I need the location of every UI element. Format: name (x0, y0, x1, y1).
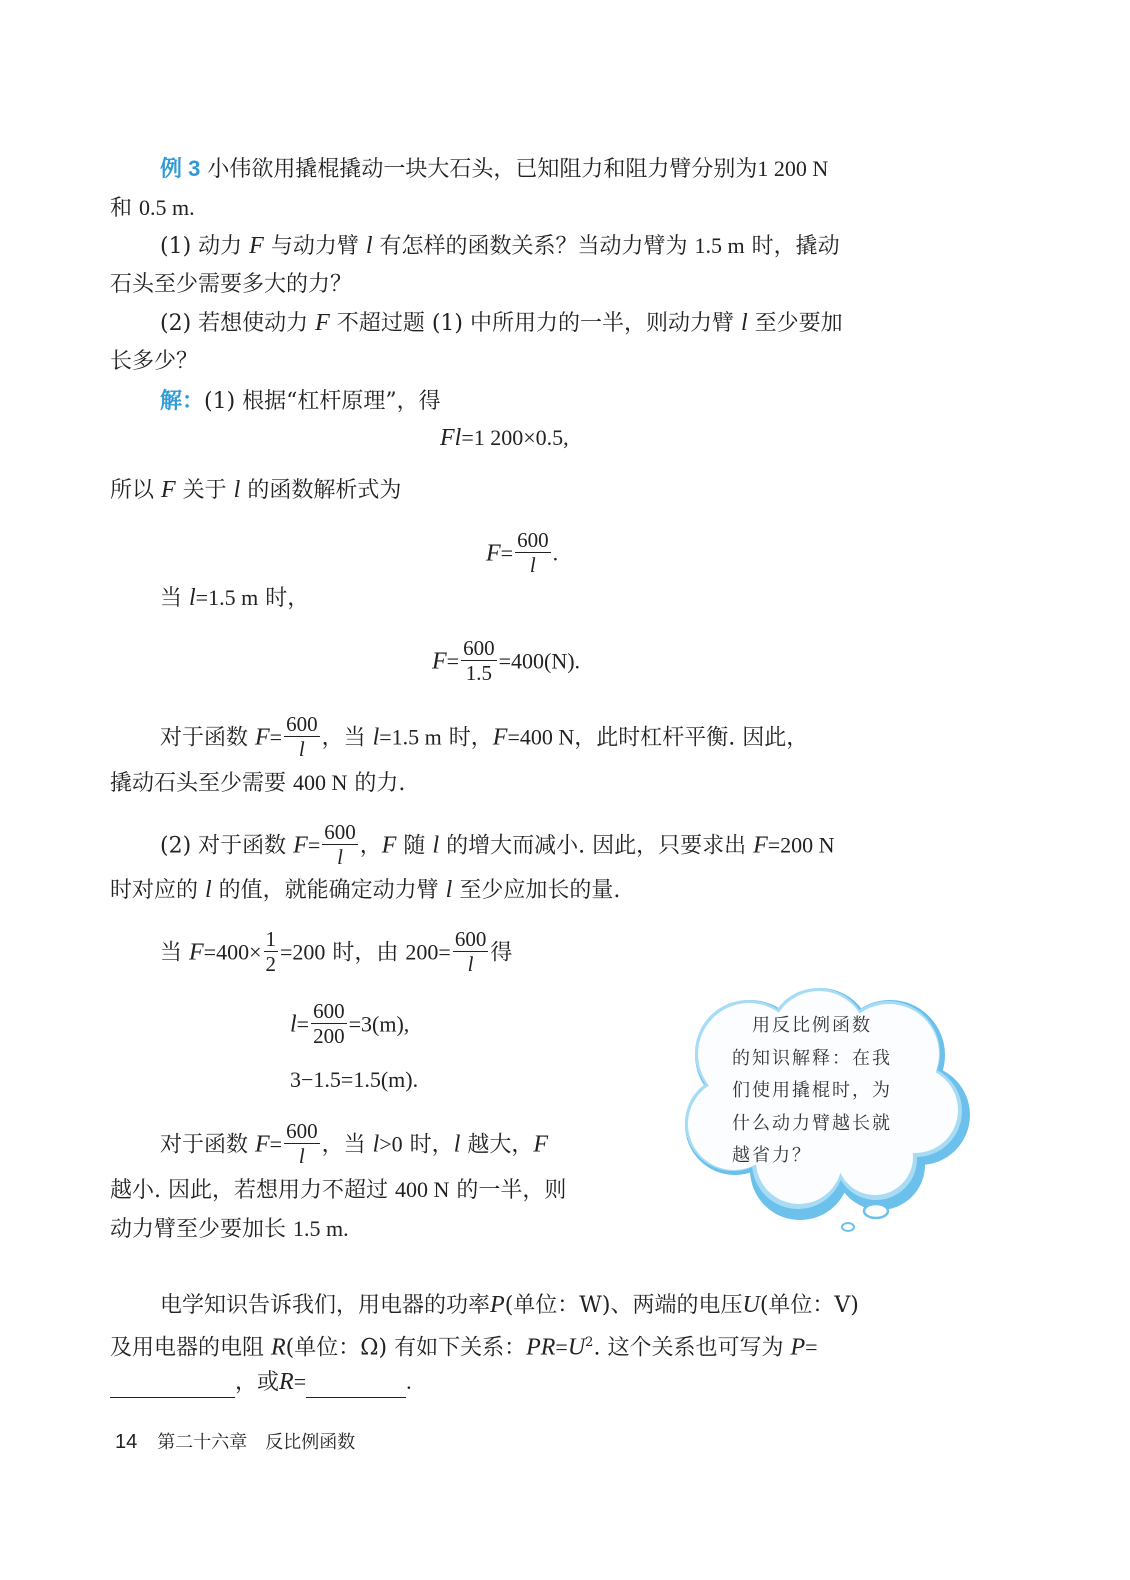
text: 0.5 m. (139, 195, 195, 220)
math-variable: F (486, 540, 501, 567)
text-line (440, 423, 569, 453)
text: = (805, 1334, 818, 1360)
text-line (110, 270, 352, 300)
text: 的增大而减小. 因此，只要求出 (439, 833, 754, 859)
text: 200= (405, 939, 451, 965)
text: 不超过题 (1) 中所用力的一半，则动力臂 (329, 311, 741, 336)
text-line (110, 193, 195, 223)
text: >0 (379, 1131, 403, 1157)
text: =400(N). (498, 648, 581, 674)
math-variable: P (790, 1334, 806, 1361)
cloud-line: 的知识解释：在我 (732, 1047, 892, 1069)
math-variable: U (567, 1334, 586, 1361)
text-line (486, 528, 559, 577)
text: = (446, 648, 460, 674)
text: 得 (490, 940, 513, 966)
text: 石头至少需要多大的力？ (110, 272, 353, 297)
chapter-title: 第二十六章 反比例函数 (157, 1432, 356, 1452)
text-line (432, 636, 581, 685)
text: 及用电器的电阻 (110, 1335, 271, 1361)
text: 对于函数 (160, 1132, 255, 1158)
text: 400 N (293, 770, 348, 795)
thought-cloud-text (732, 1010, 912, 1173)
text: ， (359, 833, 382, 859)
fraction (322, 820, 358, 869)
denominator: 200 (313, 1024, 345, 1048)
math-variable: l (445, 877, 453, 903)
math-variable: l (233, 477, 241, 503)
numerator: 600 (454, 927, 487, 951)
math-variable: P (490, 1292, 505, 1318)
page-footer (115, 1428, 355, 1454)
text: = (307, 832, 321, 858)
text: 电学知识告诉我们，用电器的功率 (160, 1293, 491, 1318)
text-line (160, 583, 309, 613)
text-line (110, 1367, 412, 1397)
denominator: 1.5 (465, 661, 492, 685)
numerator: 600 (324, 820, 356, 844)
text-line (110, 875, 620, 905)
text: (2) 对于函数 (160, 833, 294, 859)
text: 当 (160, 940, 189, 966)
math-variable: Fl (440, 425, 462, 451)
text: ，当 (321, 725, 373, 751)
text-line (110, 1328, 818, 1361)
text: 当 (160, 586, 189, 611)
text: (单位：Ω) 有如下关系： (285, 1335, 527, 1361)
text-line (160, 154, 828, 184)
text: 小伟欲用撬棍撬动一块大石头，已知阻力和阻力臂分别为 (200, 157, 758, 182)
text: 时， (258, 586, 310, 611)
math-variable: F (315, 310, 330, 336)
text: 所以 (110, 478, 161, 503)
fraction (461, 636, 497, 685)
math-variable: F (753, 832, 768, 859)
text: . 这个关系也可写为 (593, 1335, 791, 1361)
text: 对于函数 (160, 725, 255, 751)
math-variable: F (432, 648, 447, 675)
math-variable: l (432, 832, 440, 859)
text-line (160, 231, 840, 261)
math-variable: l (365, 233, 373, 259)
fraction (453, 927, 489, 976)
text: 400 N (394, 1177, 450, 1202)
text: =1.5 m (195, 585, 259, 610)
text: (单位：V) (759, 1293, 859, 1318)
text-line (160, 820, 835, 869)
text: 撬动石头至少需要 (110, 771, 293, 796)
text: . (552, 540, 559, 566)
text-line (110, 1175, 566, 1205)
text: 2 (585, 1335, 594, 1350)
text: = (296, 1011, 310, 1037)
denominator: l (467, 952, 474, 976)
text: 时对应的 (110, 878, 205, 903)
text: 时，由 (325, 940, 406, 966)
numerator: 600 (286, 712, 318, 736)
denominator: l (298, 737, 305, 761)
text: (单位：W)、两端的电压 (504, 1293, 743, 1318)
text: =1.5 m (379, 724, 442, 750)
numerator: 600 (313, 999, 345, 1023)
text: 时， (441, 725, 493, 751)
text: 1.5 m (694, 233, 745, 258)
text: 的函数解析式为 (240, 478, 402, 503)
fraction (284, 712, 320, 761)
text: 越小. 因此，若想用力不超过 (110, 1178, 395, 1203)
denominator: l (337, 845, 343, 869)
math-variable: l (453, 1131, 461, 1158)
numerator: 600 (463, 636, 495, 660)
text: 至少要加 (747, 311, 843, 336)
text: 越大， (460, 1132, 534, 1158)
math-variable: F (381, 832, 397, 859)
denominator: 2 (265, 952, 276, 976)
denominator: l (529, 553, 536, 577)
math-variable: F (255, 724, 270, 751)
fraction (264, 927, 279, 976)
text: 的一半，则 (449, 1178, 567, 1203)
math-variable: F (255, 1131, 270, 1158)
math-variable: F (293, 832, 308, 859)
numerator: 600 (286, 1119, 318, 1143)
text: 1.5 m. (293, 1216, 349, 1241)
text-line (160, 386, 441, 416)
text: 关于 (175, 478, 234, 503)
fraction (515, 528, 551, 577)
text-line (160, 1119, 549, 1168)
answer-blank (306, 1375, 406, 1398)
text: 有怎样的函数关系？当动力臂为 (372, 234, 695, 259)
text: 的力. (347, 771, 406, 796)
text: 时，撬动 (744, 234, 840, 259)
text-line (110, 768, 405, 798)
answer-blank (110, 1375, 235, 1398)
math-variable: R (279, 1369, 294, 1395)
math-variable: R (271, 1334, 286, 1361)
math-variable: l (740, 310, 748, 336)
text-line (110, 1214, 349, 1244)
page-number: 14 (115, 1431, 138, 1453)
math-variable: F (249, 233, 264, 259)
math-variable: PR (526, 1334, 556, 1361)
text: 随 (396, 833, 433, 859)
text: = (269, 1131, 283, 1157)
text: 的值，就能确定动力臂 (211, 878, 446, 903)
text: 和 (110, 196, 139, 221)
denominator: l (298, 1144, 305, 1168)
text: 3−1.5=1.5(m). (290, 1067, 419, 1092)
text: = (269, 724, 283, 750)
text: =400× (203, 939, 262, 965)
math-variable: l (189, 585, 196, 611)
math-variable: F (533, 1131, 549, 1158)
cloud-line: 们使用撬棍时，为 (732, 1080, 892, 1101)
text-line (290, 999, 410, 1048)
math-variable: l (205, 877, 212, 903)
text: =200 (280, 939, 326, 965)
text: 与动力臂 (263, 234, 366, 259)
text-line (160, 927, 513, 976)
text: 动力臂至少要加长 (110, 1217, 293, 1242)
text-line (160, 1290, 859, 1320)
text-line (110, 475, 401, 505)
math-variable: l (372, 724, 380, 751)
text: 时， (402, 1132, 454, 1158)
math-variable: F (189, 939, 204, 966)
cloud-line: 用反比例函数 (732, 1015, 872, 1036)
math-variable: U (742, 1292, 760, 1318)
text: . (406, 1369, 412, 1394)
example-label: 解： (160, 388, 205, 413)
fraction (311, 999, 347, 1048)
text: = (500, 540, 514, 566)
cloud-line: 越省力？ (732, 1145, 812, 1166)
cloud-line: 什么动力臂越长就 (732, 1112, 892, 1134)
text: 至少应加长的量. (452, 878, 621, 903)
text: =200 N (767, 832, 835, 858)
text-line (160, 308, 843, 338)
text: =1 200×0.5, (461, 425, 569, 450)
text: 长多少？ (110, 349, 199, 374)
math-variable: l (372, 1131, 380, 1158)
text-line (110, 347, 198, 377)
math-variable: F (492, 724, 508, 751)
text: 1 200 N (757, 156, 829, 181)
text: ，此时杠杆平衡. 因此， (574, 725, 809, 751)
math-variable: l (290, 1011, 297, 1038)
text: ，当 (321, 1132, 373, 1158)
fraction (284, 1119, 320, 1168)
text: = (555, 1334, 568, 1360)
text: =400 N (507, 724, 575, 750)
example-label: 例 3 (160, 156, 201, 181)
text: = (293, 1369, 307, 1394)
text-line (290, 1065, 418, 1095)
numerator: 600 (517, 528, 549, 552)
text: (1) 动力 (160, 234, 250, 259)
text-line (160, 712, 809, 761)
text: (1) 根据“杠杆原理”，得 (204, 389, 441, 414)
numerator: 1 (265, 927, 276, 951)
text: =3(m), (348, 1011, 410, 1037)
math-variable: F (161, 477, 176, 503)
text: (2) 若想使动力 (160, 311, 316, 336)
text: ，或 (235, 1370, 280, 1395)
